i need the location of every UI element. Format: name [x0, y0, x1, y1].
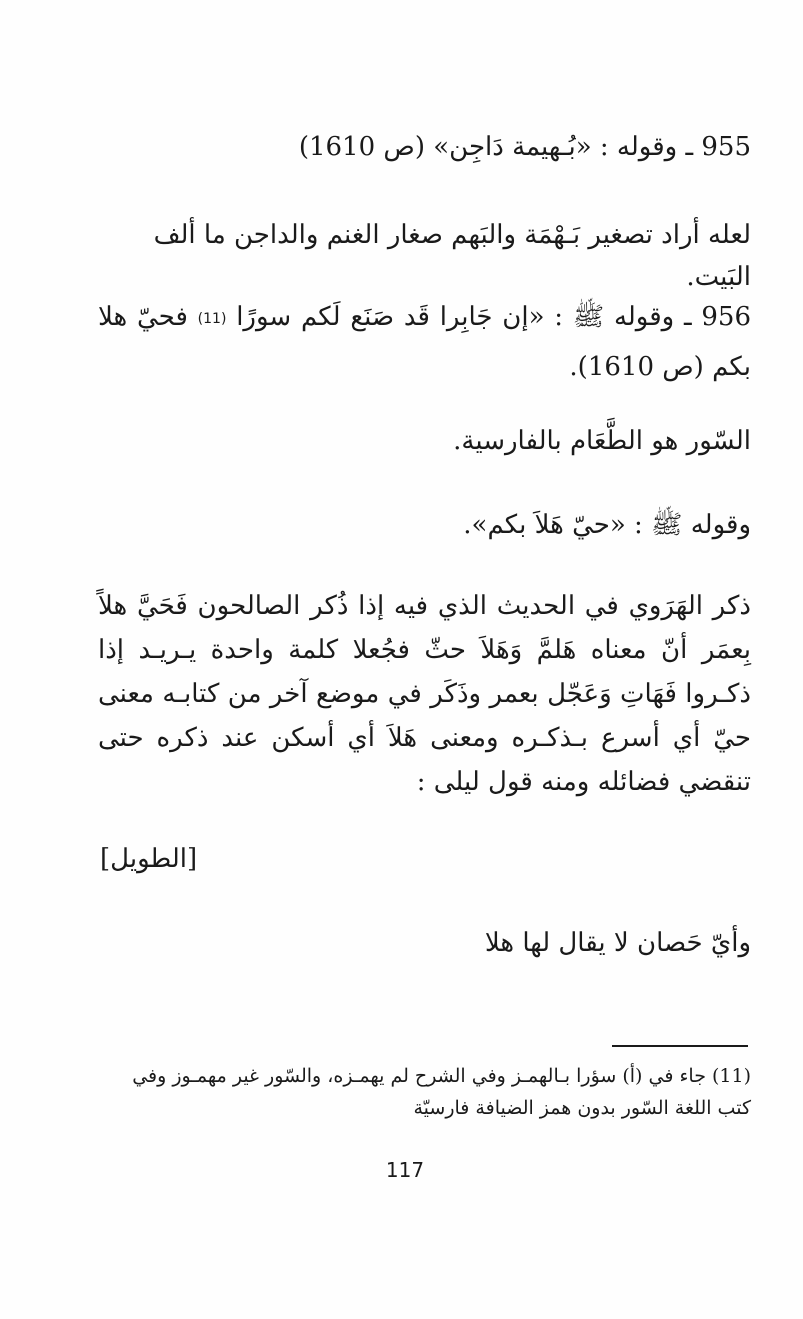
poetry-verse-text: وأيّ حَصان لا يقال لها هلا	[484, 928, 751, 958]
footnote-separator	[612, 1045, 748, 1047]
meter-label-text: [الطويل]	[100, 844, 198, 874]
meter-label	[100, 838, 197, 880]
footnote-reference[interactable]: (11)	[197, 311, 227, 327]
entry-956-heading-tail: فحيّ هلا بكم (ص 1610).	[98, 302, 751, 382]
entry-955-heading-text: 955 ـ وقوله : «بُـهيمة دَاجِن» (ص 1610)	[298, 132, 751, 162]
poetry-verse	[98, 922, 751, 964]
hadith-quote-text: وقوله ﷺ : «حيّ هَلاَ بكم».	[463, 510, 751, 540]
entry-956-heading	[98, 294, 751, 390]
entry-955-commentary-text: لعله أراد تصغير بَـهْمَة والبَهم صغار الغنم والداجن ما ألف البَيت.	[153, 220, 751, 292]
entry-955-commentary	[98, 214, 751, 298]
footnote	[98, 1060, 751, 1124]
entry-955-heading	[98, 126, 751, 168]
explanation-paragraph	[98, 584, 751, 804]
entry-956-heading-text: 956 ـ وقوله ﷺ : «إن جَابِرا قَد صَنَع لَكم سورًا	[236, 302, 752, 332]
entry-956-commentary-text: السّور هو الطَّعَام بالفارسية.	[453, 426, 751, 456]
page-number: 117	[385, 1158, 425, 1182]
footnote-text: (11) جاء في (أ) سؤرا بـالهمـز وفي الشرح لم يهمـزه، والسّور غير مهمـوز وفي كتب اللغة السّور بدون همز الضيافة فارسيّة	[132, 1065, 751, 1119]
explanation-paragraph-text: ذكر الهَرَوي في الحديث الذي فيه إذا ذُكر الصالحون فَحَيَّ هلاً بِعمَر أنّ معناه هَلمَّ وَهَلاَ حثّ فجُعلا كلمة واحدة يـريـد إذا ذكـروا فَهَاتِ وَعَجّل بعمر وذَكَر في موضع آخر من كتابـه معنى حيّ أي أسرع بـذكـره ومعنى هَلاَ أي أسكن عند ذكره حتى تنقضي فضائله ومنه قول ليلى :	[98, 591, 751, 797]
hadith-quote	[98, 504, 751, 546]
entry-956-commentary	[98, 420, 751, 462]
